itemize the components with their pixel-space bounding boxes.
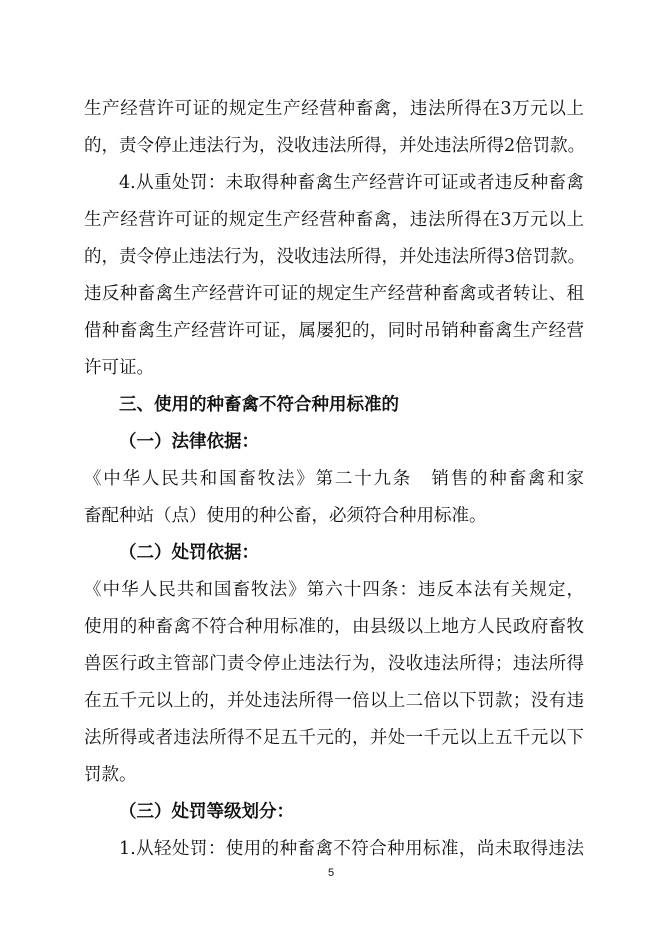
text-line: 借种畜禽生产经营许可证，属屡犯的，同时吊销种畜禽生产经营 bbox=[84, 321, 584, 341]
text-line: 畜配种站（点）使用的种公畜，必须符合种用标准。 bbox=[84, 506, 487, 526]
subsection-heading: （二）处罚依据： bbox=[119, 543, 259, 563]
text-line: 法所得或者违法所得不足五千元的，并处一千元以上五千元以下 bbox=[84, 728, 584, 748]
text-line: 《中华人民共和国畜牧法》第六十四条：违反本法有关规定， bbox=[84, 580, 584, 600]
text-line: 的，责令停止违法行为，没收违法所得，并处违法所得2倍罚款。 bbox=[84, 136, 586, 156]
section-heading: 三、使用的种畜禽不符合种用标准的 bbox=[119, 395, 399, 415]
text-line: 罚款。 bbox=[84, 765, 137, 785]
text-line: 在五千元以上的，并处违法所得一倍以上二倍以下罚款；没有违 bbox=[84, 691, 584, 711]
text-line: 《中华人民共和国畜牧法》第二十九条 销售的种畜禽和家 bbox=[84, 469, 584, 489]
text-line: 生产经营许可证的规定生产经营种畜禽，违法所得在3万元以上 bbox=[84, 99, 584, 119]
text-line: 兽医行政主管部门责令停止违法行为，没收违法所得；违法所得 bbox=[84, 654, 584, 674]
text-line: 4.从重处罚：未取得种畜禽生产经营许可证或者违反种畜禽 bbox=[119, 173, 584, 193]
text-line: 使用的种畜禽不符合种用标准的，由县级以上地方人民政府畜牧 bbox=[84, 617, 584, 637]
page-number: 5 bbox=[327, 867, 335, 879]
text-line: 的，责令停止违法行为，没收违法所得，并处违法所得3倍罚款。 bbox=[84, 247, 586, 267]
subsection-heading: （三）处罚等级划分： bbox=[119, 802, 294, 822]
text-line: 许可证。 bbox=[84, 358, 154, 378]
subsection-heading: （一）法律依据： bbox=[119, 432, 259, 452]
text-line: 1.从轻处罚：使用的种畜禽不符合种用标准，尚未取得违法 bbox=[119, 839, 584, 859]
text-line: 生产经营许可证的规定生产经营种畜禽，违法所得在3万元以上 bbox=[84, 210, 584, 230]
text-line: 违反种畜禽生产经营许可证的规定生产经营种畜禽或者转让、租 bbox=[84, 284, 584, 304]
